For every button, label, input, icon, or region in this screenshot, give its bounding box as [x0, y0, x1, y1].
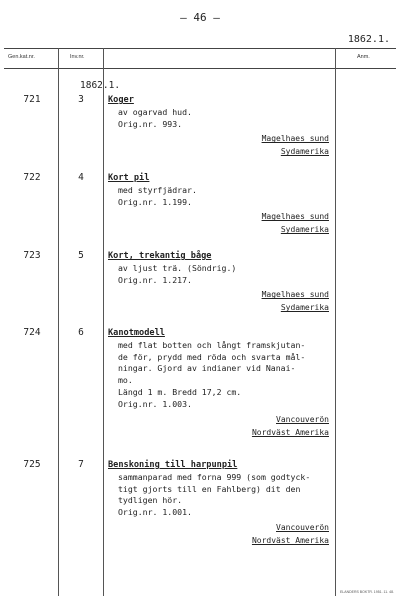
- entry-description: av ljust trä. (Söndrig.): [118, 262, 237, 273]
- entry-title: Benskoning till harpunpil: [108, 460, 238, 470]
- entry-description: de för, prydd med röda och svarta mål-: [118, 351, 306, 362]
- inventory-number: 5: [78, 250, 84, 261]
- catalog-number: 722: [23, 172, 41, 183]
- entry-description: tydligen hör.: [118, 495, 183, 506]
- catalog-number: 725: [23, 459, 41, 470]
- column-header-remarks: Anm.: [357, 54, 370, 60]
- entry-region: Nordväst Amerika: [251, 427, 329, 437]
- entry-location: Vancouverön: [276, 414, 329, 424]
- entry-description: ningar. Gjord av indianer vid Nanai-: [118, 363, 296, 374]
- table-year: 1862.1.: [80, 80, 121, 91]
- entry-title: Kort pil: [108, 173, 150, 183]
- entry-location: Vancouverön: [276, 522, 329, 532]
- entry-location: Magelhaes sund: [261, 134, 329, 144]
- catalog-entry: [108, 459, 333, 547]
- catalog-entry: [108, 250, 333, 314]
- entry-region: Sydamerika: [280, 225, 329, 235]
- column-header-catalog: Gen.kat.nr.: [8, 54, 35, 60]
- catalog-entry: [108, 327, 333, 439]
- inventory-number: 4: [78, 172, 84, 183]
- inventory-number: 3: [78, 94, 84, 105]
- entry-orig-number: Orig.nr. 1.001.: [118, 507, 192, 518]
- entry-description: sammanparad med forna 999 (som godtyck-: [118, 471, 311, 482]
- entry-location: Magelhaes sund: [261, 290, 329, 300]
- entry-description: tigt gjorts till en Fahlberg) dit den: [118, 483, 301, 494]
- header-bottom-rule: [4, 68, 396, 69]
- catalog-entry: [108, 94, 333, 158]
- header-top-rule: [4, 48, 396, 49]
- catalog-number: 724: [23, 327, 41, 338]
- entry-description: med styrfjädrar.: [118, 184, 197, 195]
- entry-region: Sydamerika: [280, 147, 329, 157]
- entry-description: av ogarvad hud.: [118, 106, 192, 117]
- page-year: 1862.1.: [347, 34, 390, 45]
- entry-location: Magelhaes sund: [261, 212, 329, 222]
- catalog-number: 723: [23, 250, 41, 261]
- column-header-inventory: Inv.nr.: [70, 54, 85, 60]
- entry-orig-number: Orig.nr. 993.: [118, 118, 183, 129]
- inventory-number: 6: [78, 327, 84, 338]
- entry-title: Kanotmodell: [108, 328, 165, 338]
- entry-description: mo.: [118, 375, 133, 386]
- entry-description: med flat botten och långt framskjutan-: [118, 339, 306, 350]
- column-divider-3: [335, 48, 336, 596]
- inventory-number: 7: [78, 459, 84, 470]
- catalog-number: 721: [23, 94, 41, 105]
- entry-region: Sydamerika: [280, 303, 329, 313]
- entry-title: Koger: [108, 95, 134, 105]
- entry-dimensions: Längd 1 m. Bredd 17,2 cm.: [118, 386, 242, 397]
- entry-orig-number: Orig.nr. 1.199.: [118, 196, 192, 207]
- entry-orig-number: Orig.nr. 1.003.: [118, 398, 192, 409]
- entry-orig-number: Orig.nr. 1.217.: [118, 274, 192, 285]
- column-divider-1: [58, 48, 59, 596]
- entry-title: Kort, trekantig båge: [108, 251, 212, 261]
- entry-region: Nordväst Amerika: [251, 535, 329, 545]
- printer-mark: ELANDERS BOKTR. 1951. 11. 48.: [339, 590, 394, 594]
- column-divider-2: [103, 48, 104, 596]
- catalog-entry: [108, 172, 333, 236]
- page-number: – 46 –: [180, 11, 220, 24]
